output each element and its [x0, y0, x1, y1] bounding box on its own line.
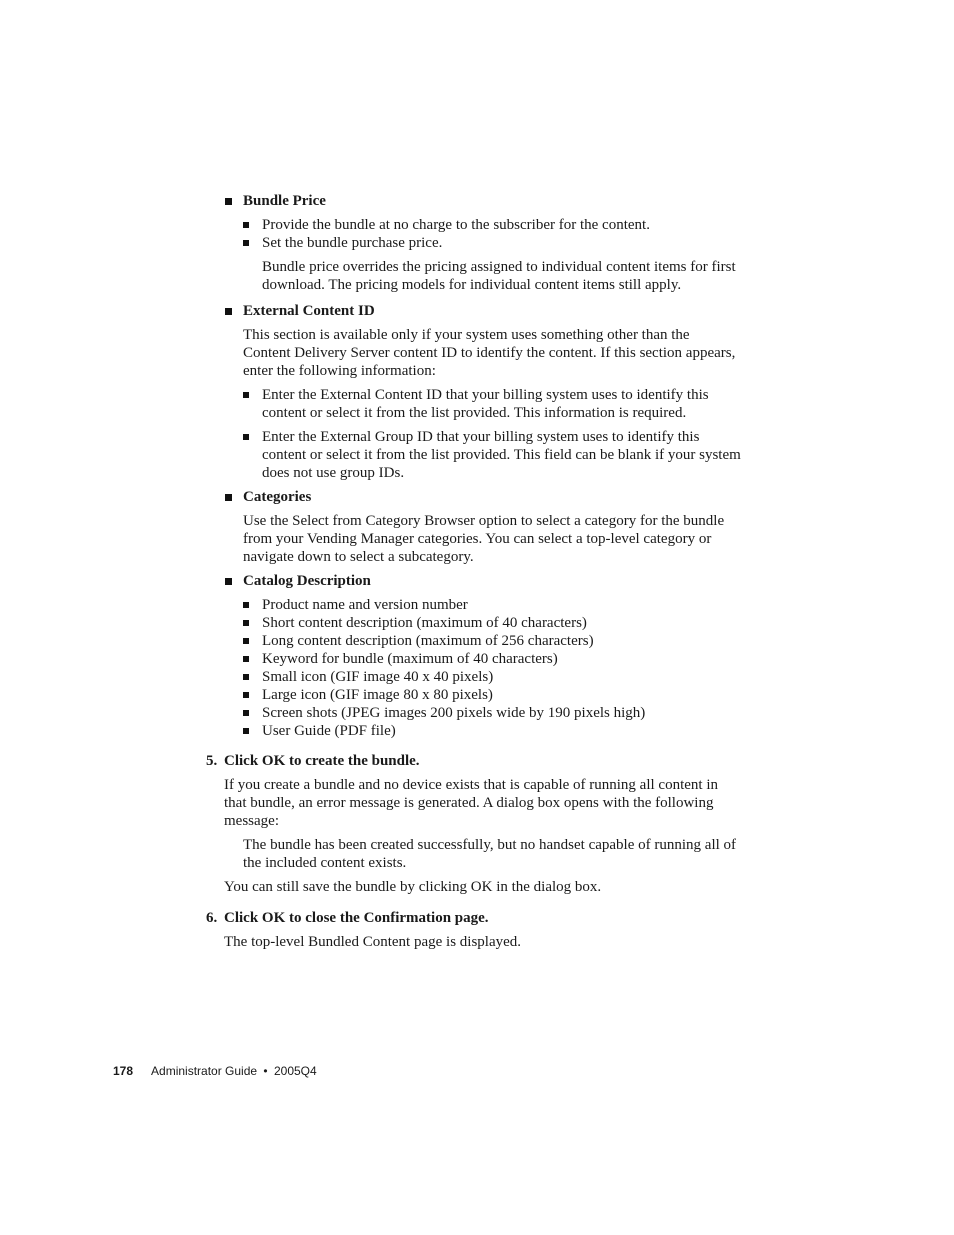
- list-item: Product name and version number: [262, 597, 468, 613]
- list-item: Short content description (maximum of 40 characters): [262, 615, 587, 631]
- paragraph-line: Content Delivery Server content ID to identify the content. If this section appears,: [243, 345, 736, 361]
- paragraph-line: This section is available only if your system uses something other than the: [243, 327, 690, 343]
- heading-categories: Categories: [243, 489, 312, 505]
- bullet-square-icon: [243, 434, 249, 440]
- paragraph-line: download. The pricing models for individual content items still apply.: [262, 277, 682, 293]
- list-item: Long content description (maximum of 256 characters): [262, 633, 594, 649]
- list-item: Keyword for bundle (maximum of 40 characters): [262, 651, 558, 667]
- bullet-square-icon: [243, 602, 249, 608]
- heading-external-content-id: External Content ID: [243, 303, 375, 319]
- page-number: 178: [113, 1064, 134, 1078]
- paragraph-line: enter the following information:: [243, 363, 436, 379]
- step-title: Click OK to create the bundle.: [224, 753, 420, 769]
- bullet-square-icon: [225, 494, 232, 501]
- doc-title: Administrator Guide: [151, 1064, 258, 1078]
- bullet-square-icon: [243, 638, 249, 644]
- paragraph-line: from your Vending Manager categories. You can select a top-level category or: [243, 531, 712, 547]
- bullet-square-icon: [243, 692, 249, 698]
- paragraph-line: Bundle price overrides the pricing assigned to individual content items for first: [262, 259, 736, 275]
- step-number: 5.: [206, 753, 218, 769]
- bullet-square-icon: [243, 392, 249, 398]
- bullet-square-icon: [225, 578, 232, 585]
- paragraph-line: If you create a bundle and no device exists that is capable of running all content in: [224, 777, 718, 793]
- bullet-square-icon: [225, 308, 232, 315]
- heading-catalog-description: Catalog Description: [243, 573, 371, 589]
- doc-version: 2005Q4: [273, 1064, 317, 1078]
- list-item: Enter the External Content ID that your billing system uses to identify this: [262, 387, 709, 403]
- step-title: Click OK to close the Confirmation page.: [224, 910, 489, 926]
- list-item: Small icon (GIF image 40 x 40 pixels): [262, 669, 494, 685]
- bullet-square-icon: [243, 620, 249, 626]
- paragraph-line: You can still save the bundle by clicking OK in the dialog box.: [224, 879, 602, 895]
- bullet-square-icon: [243, 728, 249, 734]
- list-item: content or select it from the list provided. This field can be blank if your system: [262, 447, 741, 463]
- list-item: Large icon (GIF image 80 x 80 pixels): [262, 687, 493, 703]
- bullet-square-icon: [243, 674, 249, 680]
- paragraph-line: navigate down to select a subcategory.: [243, 549, 474, 565]
- bullet-square-icon: [225, 198, 232, 205]
- bullet-square-icon: [243, 240, 249, 246]
- quoted-message-line: the included content exists.: [243, 855, 407, 871]
- paragraph-line: Use the Select from Category Browser option to select a category for the bundle: [243, 513, 725, 529]
- quoted-message-line: The bundle has been created successfully, but no handset capable of running all of: [243, 837, 737, 853]
- heading-bundle-price: Bundle Price: [243, 193, 326, 209]
- step-number: 6.: [206, 910, 218, 926]
- list-item: Enter the External Group ID that your billing system uses to identify this: [262, 429, 700, 445]
- bullet-square-icon: [243, 656, 249, 662]
- list-item: Screen shots (JPEG images 200 pixels wide by 190 pixels high): [262, 705, 646, 721]
- list-item: User Guide (PDF file): [262, 723, 396, 739]
- paragraph-line: The top-level Bundled Content page is displayed.: [224, 934, 522, 950]
- list-item: does not use group IDs.: [262, 465, 405, 481]
- list-item: content or select it from the list provided. This information is required.: [262, 405, 687, 421]
- bullet-square-icon: [243, 222, 249, 228]
- list-item: Provide the bundle at no charge to the subscriber for the content.: [262, 217, 650, 233]
- bullet-square-icon: [243, 710, 249, 716]
- paragraph-line: message:: [224, 813, 279, 829]
- paragraph-line: that bundle, an error message is generated. A dialog box opens with the following: [224, 795, 714, 811]
- footer-separator: •: [263, 1064, 268, 1078]
- list-item: Set the bundle purchase price.: [262, 235, 443, 251]
- page-footer: [113, 1064, 317, 1078]
